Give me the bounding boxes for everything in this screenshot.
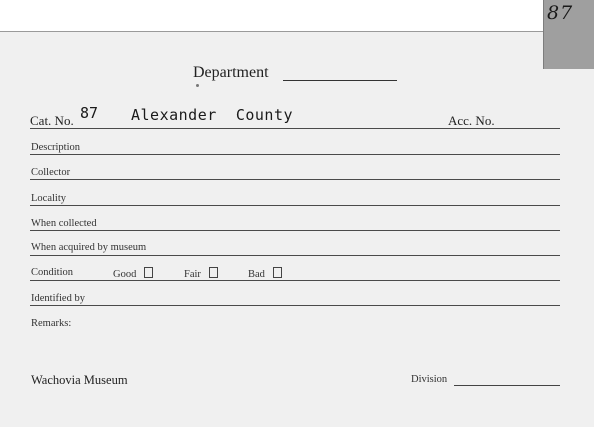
cat-no-value: 87 bbox=[80, 104, 99, 122]
card-top-strip bbox=[0, 0, 594, 32]
division-label: Division bbox=[411, 374, 448, 385]
museum-name: Wachovia Museum bbox=[31, 373, 128, 387]
condition-good bbox=[113, 267, 153, 280]
identified-by-label: Identified by bbox=[31, 293, 85, 304]
cat-no-line bbox=[30, 128, 560, 129]
condition-bad-label: Bad bbox=[248, 269, 265, 280]
locality-line bbox=[30, 205, 560, 206]
condition-fair-checkbox[interactable] bbox=[209, 267, 218, 278]
when-collected-label: When collected bbox=[31, 218, 97, 229]
when-acquired-line bbox=[30, 255, 560, 256]
condition-fair-label: Fair bbox=[184, 269, 201, 280]
county-name: Alexander County bbox=[131, 106, 294, 124]
locality-label: Locality bbox=[31, 193, 66, 204]
collector-line bbox=[30, 179, 560, 180]
condition-line bbox=[30, 280, 560, 281]
when-acquired-label: When acquired by museum bbox=[31, 242, 147, 253]
condition-good-label: Good bbox=[113, 269, 137, 280]
condition-label: Condition bbox=[31, 267, 74, 278]
ink-speck bbox=[196, 84, 199, 87]
collector-label: Collector bbox=[31, 167, 71, 178]
condition-bad bbox=[248, 267, 282, 280]
division-line bbox=[454, 385, 560, 386]
condition-good-checkbox[interactable] bbox=[144, 267, 153, 278]
tab-number: 87 bbox=[547, 2, 574, 24]
when-collected-line bbox=[30, 230, 560, 231]
description-line bbox=[30, 154, 560, 155]
department-label: Department bbox=[193, 64, 269, 81]
condition-bad-checkbox[interactable] bbox=[273, 267, 282, 278]
remarks-label: Remarks: bbox=[31, 318, 72, 329]
department-line bbox=[283, 80, 397, 81]
condition-fair bbox=[184, 267, 218, 280]
identified-by-line bbox=[30, 305, 560, 306]
cat-no-label: Cat. No. bbox=[30, 113, 74, 128]
description-label: Description bbox=[31, 142, 80, 153]
acc-no-label: Acc. No. bbox=[448, 113, 495, 128]
